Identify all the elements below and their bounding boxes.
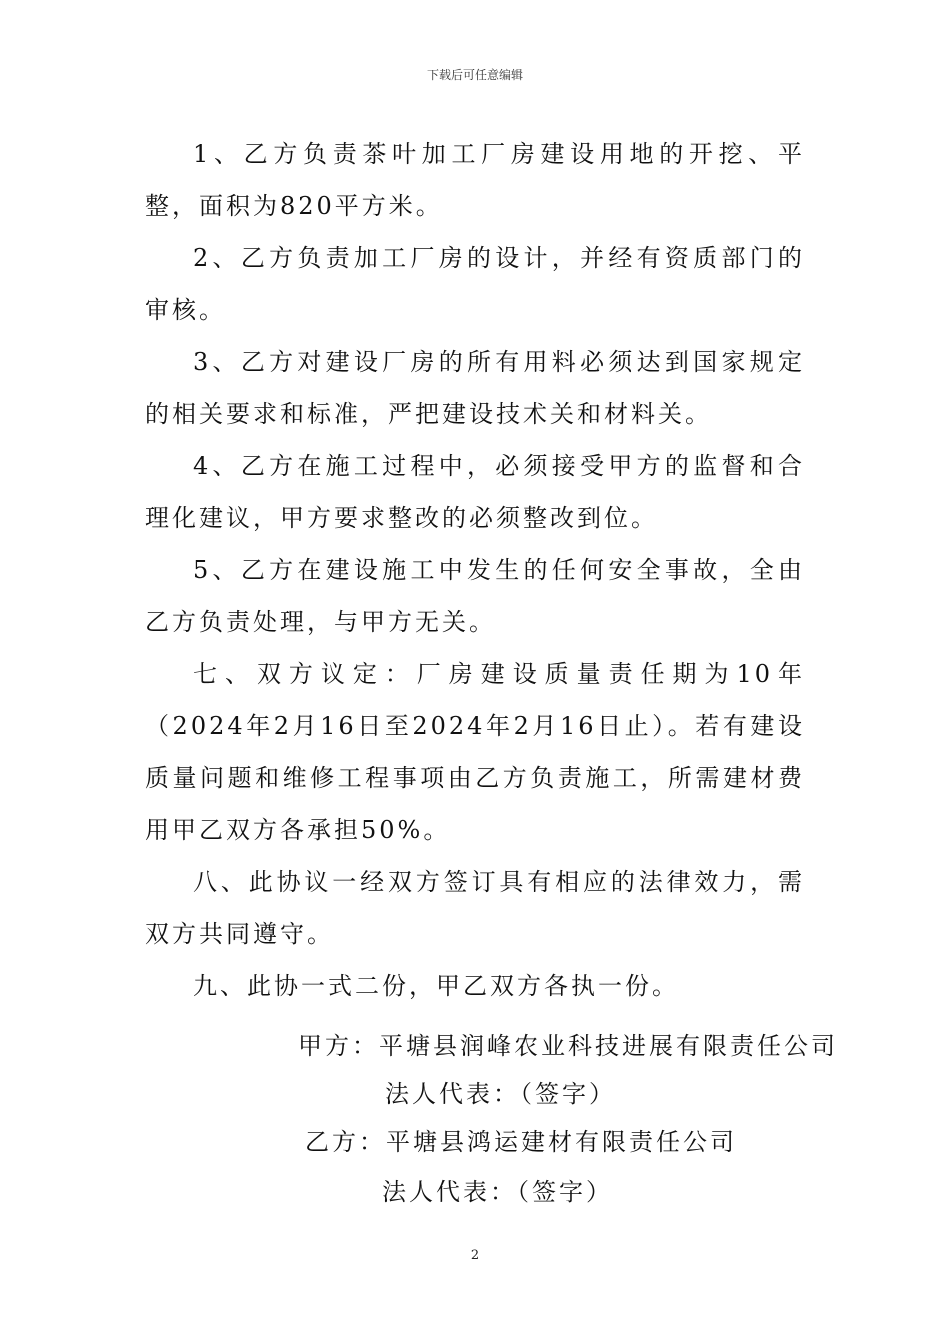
- party-a-representative: 法人代表：（签字）: [385, 1080, 616, 1108]
- clause-1: 1、乙方负责茶叶加工厂房建设用地的开挖、平整，面积为820平方米。: [145, 140, 805, 220]
- article-7: 七、双方议定：厂房建设质量责任期为10年（2024年2月16日至2024年2月16日止）。若有建设质量问题和维修工程事项由乙方负责施工，所需建材费用甲乙双方各承担50%。: [145, 660, 805, 844]
- clause-5: 5、乙方在建设施工中发生的任何安全事故，全由乙方负责处理，与甲方无关。: [145, 556, 805, 636]
- party-b-line: 乙方：平塘县鸿运建材有限责任公司: [305, 1128, 737, 1156]
- clause-2: 2、乙方负责加工厂房的设计，并经有资质部门的审核。: [145, 244, 805, 324]
- article-9: 九、此协一式二份，甲乙双方各执一份。: [193, 972, 679, 1000]
- clause-4: 4、乙方在施工过程中，必须接受甲方的监督和合理化建议，甲方要求整改的必须整改到位。: [145, 452, 805, 532]
- page-number: 2: [470, 1248, 480, 1263]
- party-a-line: 甲方：平塘县润峰农业科技进展有限责任公司: [298, 1032, 838, 1060]
- article-8: 八、此协议一经双方签订具有相应的法律效力，需双方共同遵守。: [145, 868, 805, 948]
- party-b-representative: 法人代表：（签字）: [382, 1178, 613, 1206]
- header-note: 下载后可任意编辑: [426, 68, 523, 82]
- clause-3: 3、乙方对建设厂房的所有用料必须达到国家规定的相关要求和标准，严把建设技术关和材料关。: [145, 348, 805, 428]
- document-body: [145, 128, 805, 1012]
